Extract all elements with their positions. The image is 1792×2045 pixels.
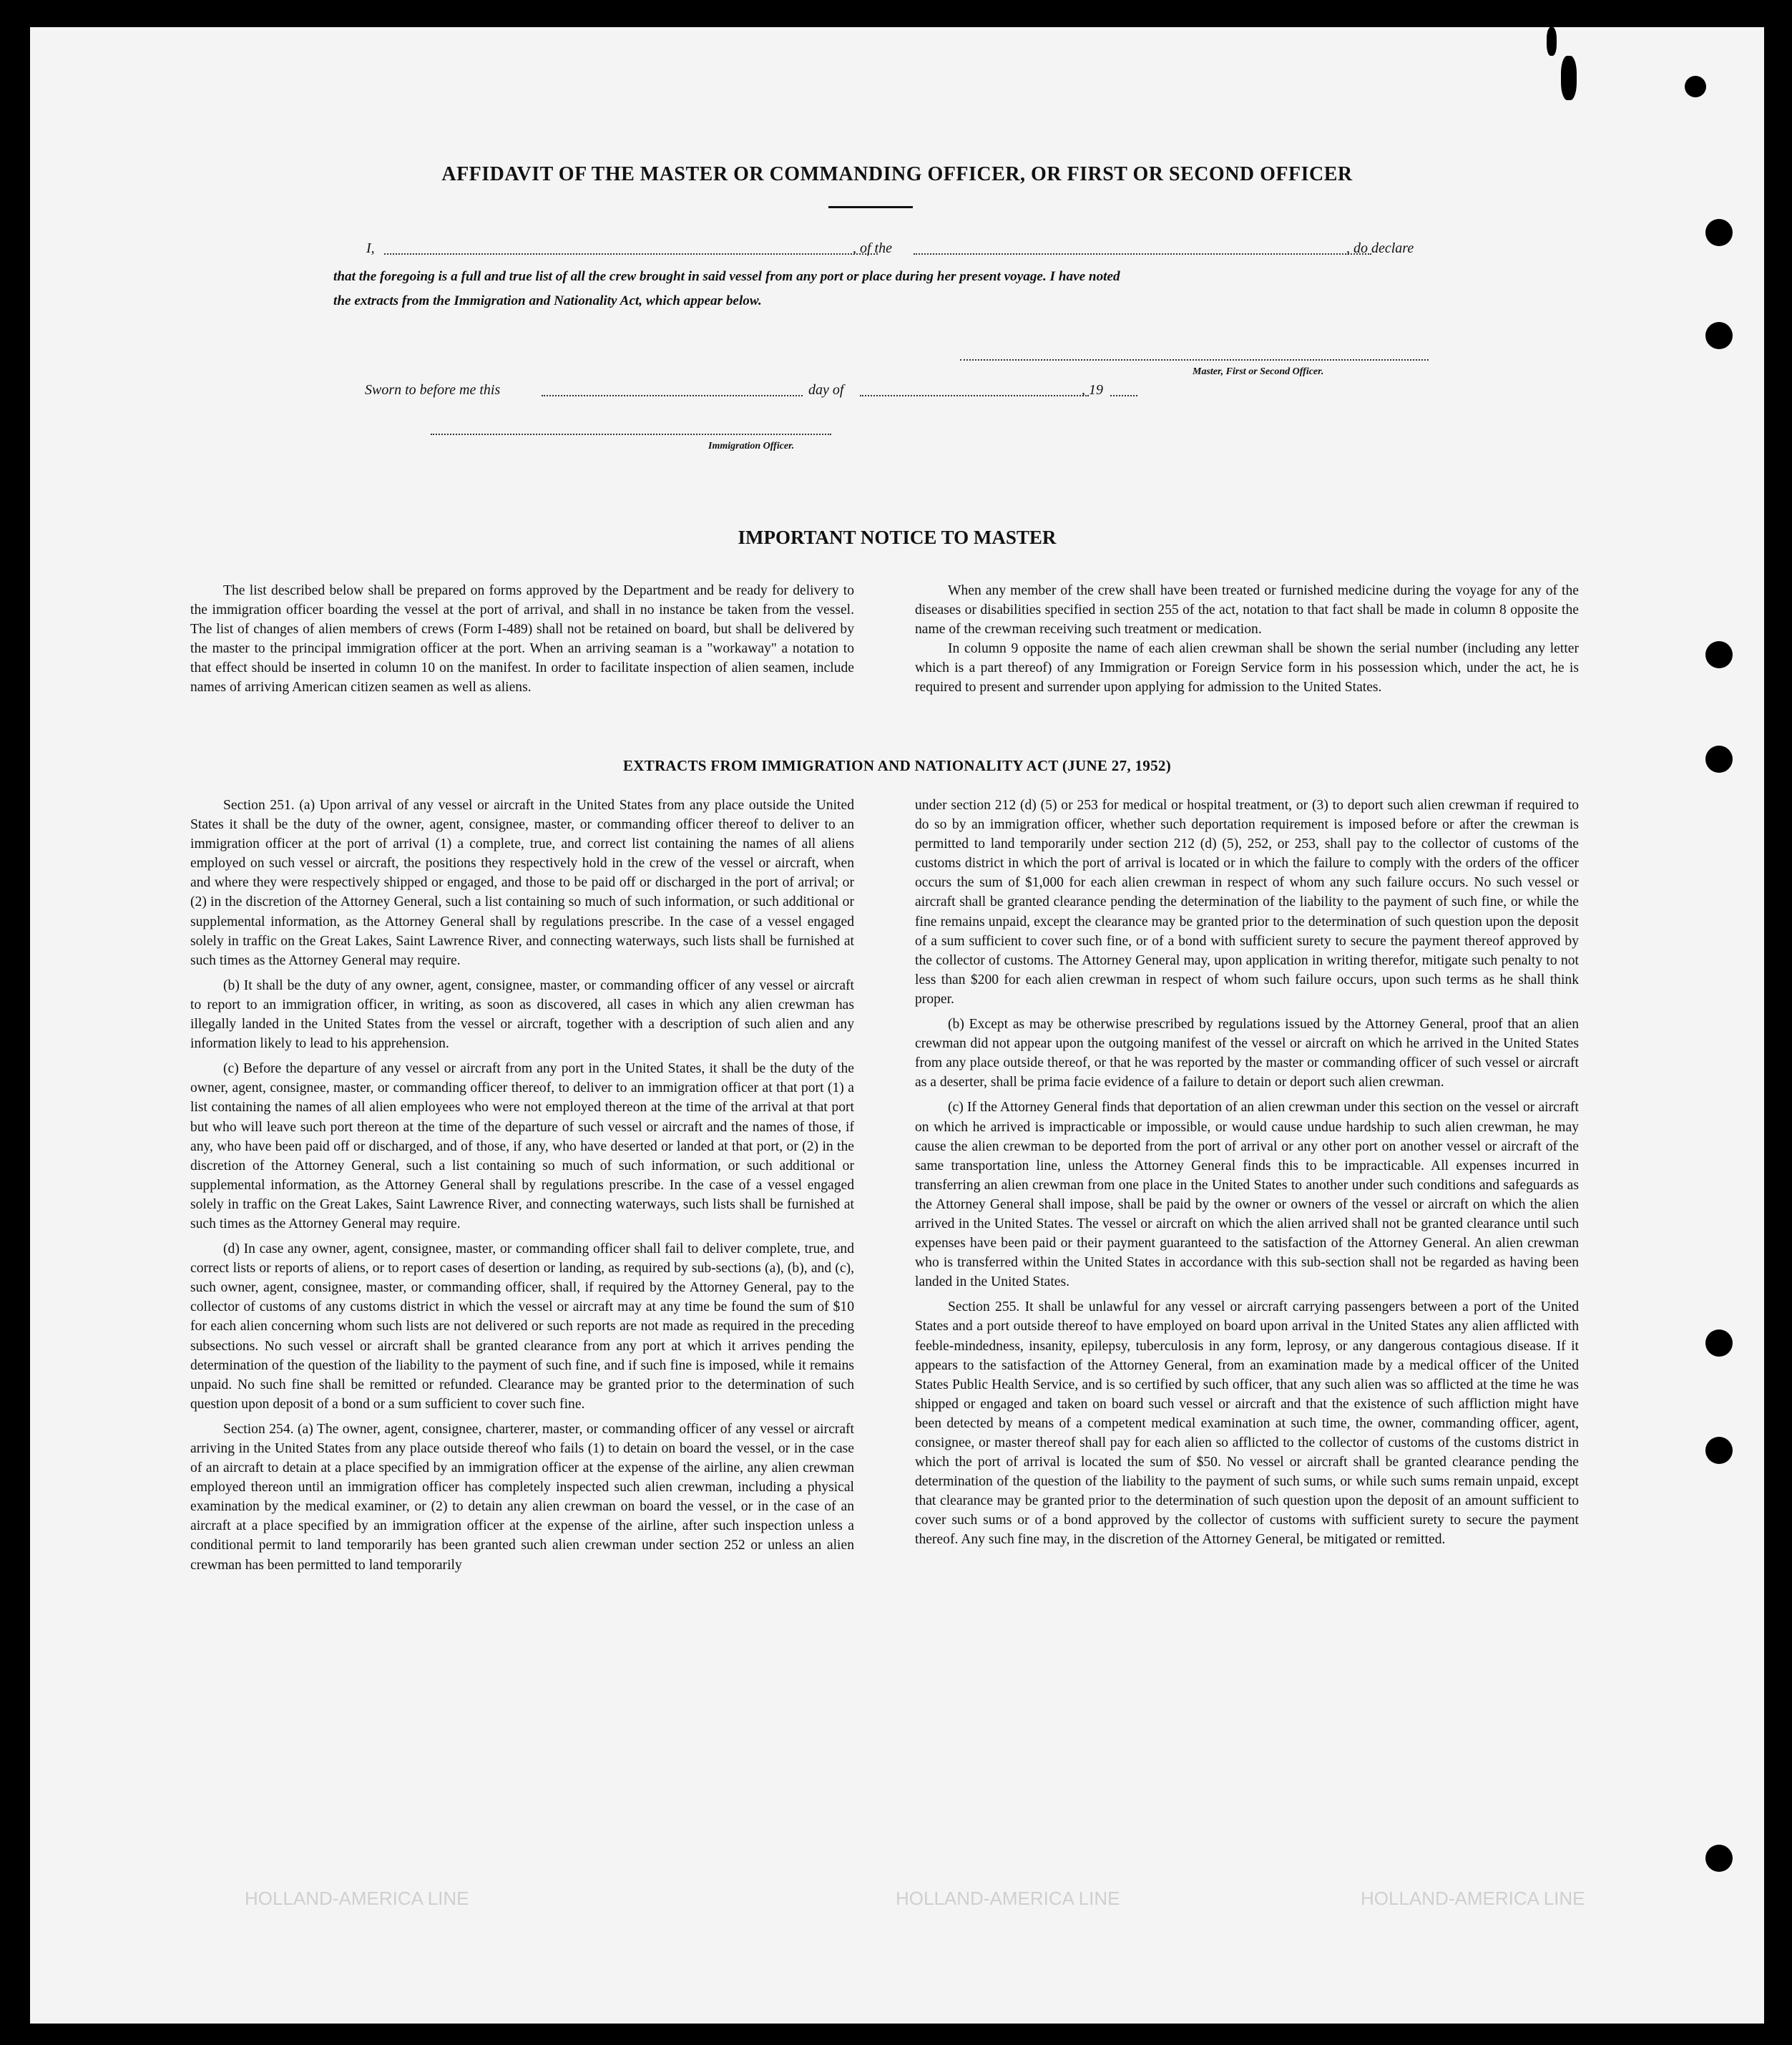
affidavit-i-label: I, xyxy=(366,240,375,256)
affidavit-line-3: the extracts from the Immigration and Nationality Act, which appear below. xyxy=(333,293,762,308)
punch-hole xyxy=(1685,76,1706,97)
vessel-blank-line[interactable] xyxy=(914,253,1371,255)
section-251-a: Section 251. (a) Upon arrival of any vessel or aircraft in the United States from any place outside the United States it shall be the duty of the owner, agent, consignee, master, or commanding officer thereof to deliver to an immigration officer at the port of arrival (1) a complete, true, and correct list containing the names of all aliens employed on such vessel or aircraft, the positions they respectively hold in the crew of the vessel or aircraft, when and where they were respectively shipped or engaged, and those to be paid off or discharged in the port of arrival; or (2) in the discretion of the Attorney General, such a list containing so much of such information, or such additional or supplemental information, as the Attorney General shall by regulations prescribe. In the case of a vessel engaged solely in traffic on the Great Lakes, Saint Lawrence River, and connecting waterways, such lists shall be furnished at such times as the Attorney General may require. xyxy=(190,798,854,968)
punch-hole xyxy=(1705,322,1733,349)
section-251-c: (c) Before the departure of any vessel or aircraft from any port in the United States, it shall be the duty of the owner, agent, consignee, master, or commanding officer thereof, to deliver to an immigration officer at that port (1) a list containing the names of all alien employees who were not employed thereon at the time of the arrival at that port but who will leave such port thereon at the time of the departure of such vessel or aircraft and the names of those, if any, who have been paid off or discharged, and of those, if any, who have deserted or landed at that port, or (2) in the discretion of the Attorney General, such a list containing so much of such information, or such additional or supplemental information, as the Attorney General shall by regulations prescribe. In the case of a vessel engaged solely in traffic on the Great Lakes, Saint Lawrence River, and connecting waterways, such lists shall be furnished at such times as the Attorney General may require. xyxy=(190,1061,854,1231)
year-label: , 19 xyxy=(1082,382,1103,398)
punch-hole xyxy=(1705,1329,1733,1357)
ink-blot xyxy=(1547,27,1557,56)
section-254-a: Section 254. (a) The owner, agent, consignee, charterer, master, or commanding officer of any vessel or aircraft arriving in the United States from any place outside thereof who fails (1) to detain on board the vessel, or in the case of an aircraft to detain at a place specified by an immigration officer at the expense of the airline, any alien crewman employed thereon until an immigration officer has completely inspected such alien crewman, including a physical examination by the medical examiner, or (2) to detain any alien crewman on board the vessel, or in the case of an aircraft at a place specified by an immigration officer at the expense of the airline, after such inspection unless a conditional permit to land temporarily has been granted such alien crewman under section 252 or unless an alien crewman has been permitted to land temporarily xyxy=(190,1421,854,1573)
section-251-b: (b) It shall be the duty of any owner, agent, consignee, master, or commanding officer of any vessel or aircraft to report to an immigration officer, in writing, as soon as discovered, all cases in which any alien crewman has illegally landed in the United States from the vessel or aircraft, together with a description of such alien and any information likely to lead to his apprehension. xyxy=(190,977,854,1052)
notice-left-column xyxy=(190,581,854,698)
document-page xyxy=(30,27,1764,2024)
bleed-through-text: HOLLAND-AMERICA LINE xyxy=(245,1888,469,1909)
section-254-a-continued: under section 212 (d) (5) or 253 for medical or hospital treatment, or (3) to deport such alien crewman if required to do so by an immigration officer, whether such deportation requirement is imposed before or after the crewman is permitted to land temporarily under section 212 (d) (5), 252, or 253, shall pay to the collector of customs of the customs district in which the port of arrival is located or in which the failure to comply with the orders of the officer occurs the sum of $1,000 for each alien crewman in respect of whom any such failure occurs. No such vessel or aircraft shall be granted clearance pending the determination of the liability to the payment of such fine, or while the fine remains unpaid, except the clearance may be granted prior to the determination of such question upon the deposit of a sum sufficient to cover such fine, or of a bond with sufficient surety to secure the payment thereof approved by the collector of customs. The Attorney General may, upon application in writing therefor, mitigate such penalty to not less than $200 for each alien crewman in respect of whom such failure occurs, upon such terms as he shall think proper. xyxy=(915,798,1579,1007)
name-blank-line[interactable] xyxy=(384,253,878,255)
year-blank[interactable] xyxy=(1110,395,1137,396)
extracts-left-column xyxy=(190,796,854,1581)
notice-left-paragraph: The list described below shall be prepared on forms approved by the Department and be ready for delivery to the immigration officer boarding the vessel at the port of arrival, and shall in no instance be taken from the vessel. The list of changes of alien members of crews (Form I-489) shall not be retained on board, but shall be delivered by the master to the principal immigration officer at the port. When an arriving seaman is a "workaway" a notation to that effect should be inserted in column 10 on the manifest. In order to facilitate inspection of alien seamen, include names of arriving American citizen seamen as well as aliens. xyxy=(190,583,854,696)
section-254-c: (c) If the Attorney General finds that deportation of an alien crewman under this section on the vessel or aircraft on which he arrived is impracticable or impossible, or would cause undue hardship to such alien crewman, he may cause the alien crewman to be deported from the port of arrival or any other port on another vessel or aircraft of the same transportation line, unless the Attorney General finds this to be impracticable. All expenses incurred in transferring an alien crewman from one place in the United States to another under such conditions and safeguards as the Attorney General shall impose, shall be paid by the owner or owners of the vessel or aircraft on which the alien arrived in the United States. The vessel or aircraft on which the alien arrived shall not be granted clearance until such expenses have been paid or their payment guaranteed to the satisfaction of the Attorney General. An alien crewman who is transferred within the United States in accordance with this sub-section shall not be regarded as having been landed in the United States. xyxy=(915,1100,1579,1290)
ink-blot xyxy=(1561,56,1577,100)
master-signature-line[interactable] xyxy=(960,359,1429,361)
section-255: Section 255. It shall be unlawful for any vessel or aircraft carrying passengers between a port of the United States and a port outside thereof to have employed on board upon arrival in the United States any alien afflicted with feeble-mindedness, insanity, epilepsy, tuberculosis in any form, leprosy, or any dangerous contagious disease. If it appears to the satisfaction of the Attorney General, from an examination made by a medical officer of the United States Public Health Service, and is so certified by such officer, that any such alien was so afflicted at the time he was shipped or engaged and taken on board such vessel or aircraft and that the existence of such affliction might have been detected by means of a competent medical examination at such time, the owner, commanding officer, agent, consignee, or master thereof shall pay for each alien so afflicted to the collector of customs of the customs district in which the port of arrival is located the sum of $50. No vessel or aircraft shall be granted clearance pending the determination of the question of the liability to the payment of such sums, or while such sums remain unpaid, except that clearance may be granted prior to the determination of such question upon the deposit of an amount sufficient to cover such sums or of a bond approved by the collector of customs with sufficient surety to secure the payment thereof. Any such fine may, in the discretion of the Attorney General, be mitigated or remitted. xyxy=(915,1299,1579,1548)
extracts-title: EXTRACTS FROM IMMIGRATION AND NATIONALITY ACT (JUNE 27, 1952) xyxy=(623,757,1171,774)
punch-hole xyxy=(1705,1437,1733,1464)
affidavit-do-declare-label: , do declare xyxy=(1346,240,1414,256)
punch-hole xyxy=(1705,641,1733,668)
title-rule xyxy=(828,206,913,208)
notice-right-column xyxy=(915,581,1579,698)
day-of-label: day of xyxy=(808,382,844,398)
immigration-officer-caption: Immigration Officer. xyxy=(708,441,795,452)
immigration-officer-signature-line[interactable] xyxy=(431,434,831,435)
section-254-b: (b) Except as may be otherwise prescribed by regulations issued by the Attorney General, proof that an alien crewman did not appear upon the outgoing manifest of the vessel or aircraft on which he arrived in the United States from any place outside thereof, or that he was reported by the master or commanding officer of such vessel or aircraft as a deserter, shall be prima facie evidence of a failure to detain or deport such alien crewman. xyxy=(915,1017,1579,1090)
bleed-through-text: HOLLAND-AMERICA LINE xyxy=(1361,1888,1585,1909)
notice-right-paragraph-1: When any member of the crew shall have been treated or furnished medicine during the voyage for any of the diseases or disabilities specified in section 255 of the act, notation to that fact shall be made in column 8 opposite the name of the crewman receiving such treatment or medication. xyxy=(915,583,1579,638)
affidavit-of-the-label: , of the xyxy=(853,240,892,256)
notice-right-paragraph-2: In column 9 opposite the name of each alien crewman shall be shown the serial number (including any letter which is a part thereof) of any Immigration or Foreign Service form in his possession which, under the act, he is required to present and surrender upon applying for admission to the United States. xyxy=(915,641,1579,696)
sworn-month-blank[interactable] xyxy=(860,395,1089,396)
sworn-day-blank[interactable] xyxy=(542,395,803,396)
notice-title: IMPORTANT NOTICE TO MASTER xyxy=(738,527,1057,548)
affidavit-line-2: that the foregoing is a full and true list of all the crew brought in said vessel from any port or place during her present voyage. I have noted xyxy=(333,269,1120,284)
affidavit-title: AFFIDAVIT OF THE MASTER OR COMMANDING OFFICER, OR FIRST OR SECOND OFFICER xyxy=(441,163,1353,185)
extracts-right-column xyxy=(915,796,1579,1556)
punch-hole xyxy=(1705,1845,1733,1872)
section-251-d: (d) In case any owner, agent, consignee, master, or commanding officer shall fail to deliver complete, true, and correct lists or reports of aliens, or to report cases of desertion or landing, as required by sub-sections (a), (b), and (c), such owner, agent, consignee, master, or commanding officer, shall, if required by the Attorney General, pay to the collector of customs of any customs district in which the vessel or aircraft may at any time be found the sum of $10 for each alien concerning whom such lists are not delivered or such reports are not made as required in the preceding subsections. No such vessel or aircraft shall be granted clearance from any port at which it arrives pending the determination of the question of the liability to the payment of such fine, and if such fine is imposed, while it remains unpaid. No such fine shall be remitted or refunded. Clearance may be granted prior to the determination of such question upon deposit of a bond or a sum sufficient to cover such fine. xyxy=(190,1241,854,1412)
master-signature-caption: Master, First or Second Officer. xyxy=(1193,366,1324,377)
bleed-through-text: HOLLAND-AMERICA LINE xyxy=(896,1888,1120,1909)
sworn-label: Sworn to before me this xyxy=(365,382,501,398)
punch-hole xyxy=(1705,219,1733,246)
